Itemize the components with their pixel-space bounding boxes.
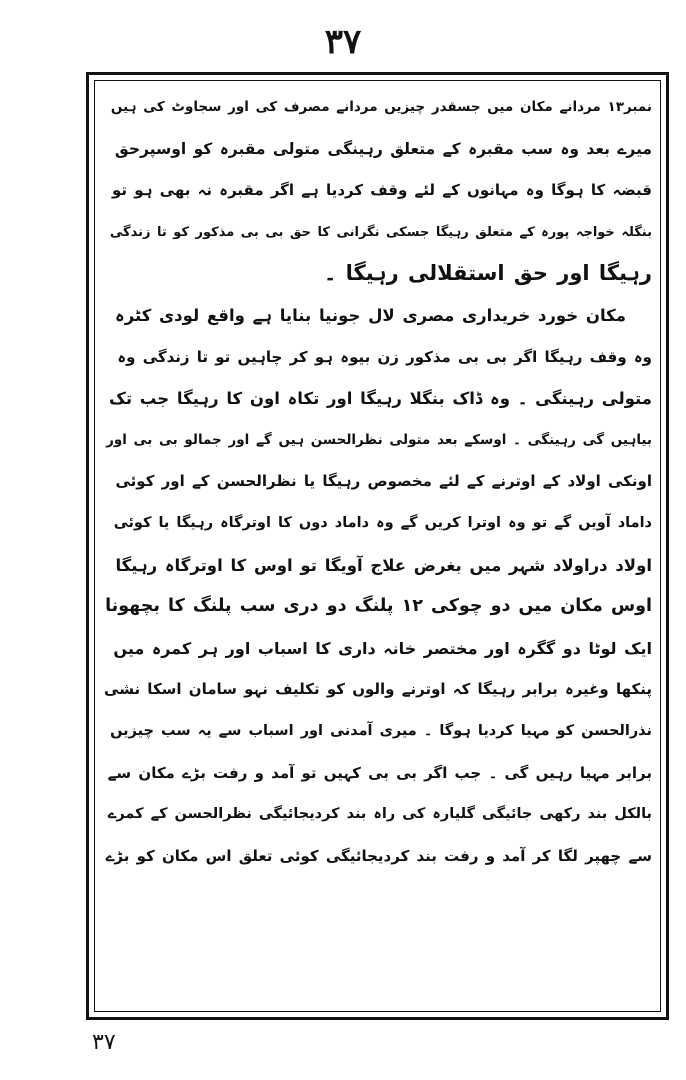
text-line: مکان خورد خریداری مصری لال جونیا بنایا ہے واقع لودی کٹرہ <box>115 305 626 325</box>
body-text <box>103 87 652 1007</box>
text-line: سے چھپر لگا کر آمد و رفت بند کردیجائیگی کوئی تعلق اس مکان کو بڑے <box>105 846 652 865</box>
text-line: بنگلہ خواجہ پورہ کے متعلق رہیگا جسکی نگرانی کا حق بی بی مذکور کو تا زندگی <box>109 224 652 240</box>
text-line: بالکل بند رکھی جائیگی گلیارہ کی راہ بند کردیجائیگی نظرالحسن کے کمرے <box>107 806 652 823</box>
text-line: نمبر۱۳ مردانے مکان میں جسقدر چیزیں مردانے مصرف کی اور سجاوٹ کی ہیں <box>110 99 652 115</box>
text-line: داماد آویں گے تو وہ اوترا کریں گے وہ داماد دوں کا اوترگاہ رہیگا یا کوئی <box>113 514 652 531</box>
text-line: رہیگا اور حق استقلالی رہیگا ۔ <box>323 261 652 286</box>
page-number-top: ۳۷ <box>324 22 362 62</box>
text-line: پنکھا وغیرہ برابر رہیگا کہ اوترنے والوں کو تکلیف نہو سامان اسکا نشی <box>104 680 652 699</box>
text-line: برابر مہیا رہیں گی ۔ جب اگر بی بی کہیں تو آمد و رفت بڑے مکان سے <box>107 763 652 782</box>
text-line: بیاہیں گی رہینگی ۔ اوسکے بعد متولی نظرالحسن ہیں گے اور جمالو بی بی اور <box>106 431 652 448</box>
text-line: وہ وقف رہیگا اگر بی بی مذکور زن بیوہ ہو کر چاہیں تو تا زندگی وہ <box>117 347 652 366</box>
page-border-outer <box>86 72 669 1020</box>
text-line: ایک لوٹا دو گگرہ اور مختصر خانہ داری کا اسباب اور ہر کمرہ میں <box>113 638 652 658</box>
text-line: میرے بعد وہ سب مقبرہ کے متعلق رہینگی متولی مقبرہ کو اوسپرحق <box>114 139 652 158</box>
text-line: اونکی اولاد کے اوترنے کے لئے مخصوص رہیگا یا نظرالحسن کے اور کوئی <box>115 472 652 491</box>
text-line: اولاد دراولاد شہر میں بغرض علاج آویگا تو اوس کا اوترگاہ رہیگا <box>115 555 652 575</box>
text-line: قبضہ کا ہوگا وہ مہانوں کے لئے وقف کردیا ہے اگر مقبرہ نہ بھی ہو تو <box>112 181 652 200</box>
text-line: متولی رہینگی ۔ وہ ڈاک بنگلا رہیگا اور تکاہ اون کا رہیگا جب تک <box>108 389 652 409</box>
text-line: نذرالحسن کو مہیا کردیا ہوگا ۔ میری آمدنی اور اسباب سے یہ سب چیزیں <box>110 722 652 739</box>
text-line: اوس مکان میں دو چوکی ۱۲ پلنگ دو دری سب پلنگ کا بچھونا <box>105 596 652 617</box>
page-number-bottom: ۳۷ <box>92 1030 116 1055</box>
